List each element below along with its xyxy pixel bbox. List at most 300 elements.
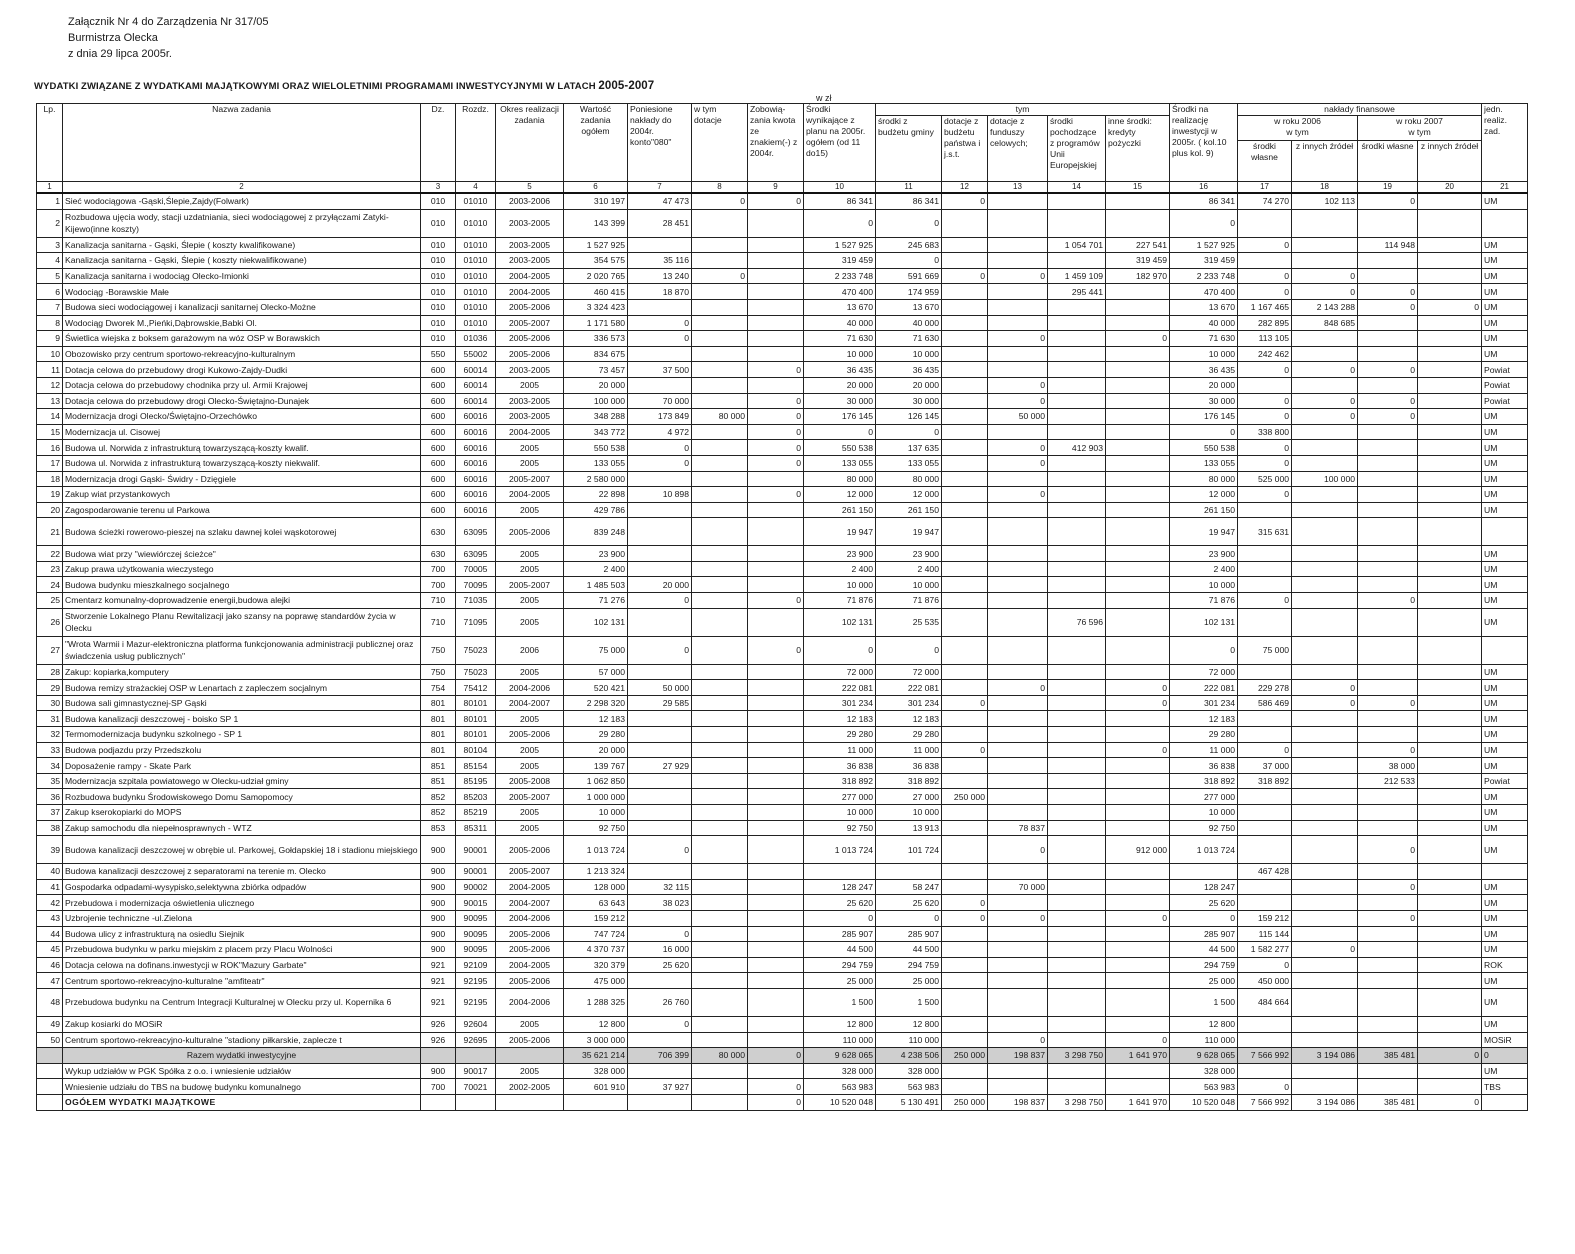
table-cell: 01010 (456, 299, 496, 315)
table-cell (1238, 608, 1292, 636)
table-cell: UM (1482, 727, 1528, 743)
table-row (37, 577, 1528, 593)
table-cell: 60016 (456, 424, 496, 440)
table-cell: UM (1482, 942, 1528, 958)
table-cell (942, 593, 988, 609)
table-cell (1048, 1079, 1106, 1095)
table-cell (1358, 942, 1418, 958)
table-cell: 2003-2005 (496, 209, 564, 237)
col-group-naklady: nakłady finansowe (1238, 104, 1482, 116)
table-cell (692, 577, 748, 593)
table-cell: Kanalizacja sanitarna - Gąski, Ślepie ( koszty niekwalifikowane) (63, 253, 421, 269)
table-cell: 1 167 465 (1238, 299, 1292, 315)
table-cell: 550 538 (564, 440, 628, 456)
table-cell (988, 424, 1048, 440)
table-cell (942, 346, 988, 362)
table-cell (692, 561, 748, 577)
table-cell (942, 424, 988, 440)
table-cell: 295 441 (1048, 284, 1106, 300)
table-cell: 2005-2007 (496, 864, 564, 880)
col-2006-inne: z innych źródeł (1292, 141, 1358, 182)
table-cell: 25 000 (804, 973, 876, 989)
column-number: 4 (456, 182, 496, 194)
w-roku-label: w roku (1274, 116, 1300, 126)
table-cell: 0 (748, 1048, 804, 1064)
table-cell (692, 424, 748, 440)
table-cell (942, 299, 988, 315)
table-cell (942, 1016, 988, 1032)
table-cell: 36 838 (1170, 758, 1238, 774)
table-cell (1238, 727, 1292, 743)
table-cell: 85219 (456, 805, 496, 821)
table-cell: 0 (1358, 393, 1418, 409)
table-cell (1418, 608, 1482, 636)
table-cell: 0 (692, 193, 748, 209)
table-cell: 0 (804, 910, 876, 926)
table-cell (1048, 315, 1106, 331)
table-cell (1048, 836, 1106, 864)
table-cell: 2005-2006 (496, 518, 564, 546)
table-cell (1238, 209, 1292, 237)
table-cell: 20 000 (564, 742, 628, 758)
table-cell (1106, 864, 1170, 880)
table-cell: 0 (988, 377, 1048, 393)
table-cell: 34 (37, 758, 63, 774)
table-cell: 100 000 (564, 393, 628, 409)
table-cell (988, 742, 1048, 758)
table-cell: 63095 (456, 546, 496, 562)
table-cell: 2003-2005 (496, 393, 564, 409)
column-number: 8 (692, 182, 748, 194)
table-cell: 47 (37, 973, 63, 989)
table-row (37, 253, 1528, 269)
table-cell: 2003-2005 (496, 237, 564, 253)
table-cell (988, 711, 1048, 727)
table-cell (692, 455, 748, 471)
table-cell: 0 (942, 695, 988, 711)
table-cell: UM (1482, 502, 1528, 518)
table-cell: 01010 (456, 315, 496, 331)
table-cell (628, 973, 692, 989)
table-cell (1048, 409, 1106, 425)
table-cell (692, 237, 748, 253)
table-cell: UM (1482, 424, 1528, 440)
table-cell: 25 620 (1170, 895, 1238, 911)
table-cell: UM (1482, 284, 1528, 300)
table-cell: 27 (37, 636, 63, 664)
table-cell: 159 212 (564, 910, 628, 926)
table-cell: 5 (37, 268, 63, 284)
table-cell (1418, 680, 1482, 696)
table-cell: 0 (804, 209, 876, 237)
table-cell: 30 000 (876, 393, 942, 409)
table-cell: UM (1482, 409, 1528, 425)
table-cell (1106, 546, 1170, 562)
table-cell: 85311 (456, 820, 496, 836)
table-cell: 912 000 (1106, 836, 1170, 864)
table-cell: 60014 (456, 377, 496, 393)
table-cell: 72 000 (804, 664, 876, 680)
table-cell (1106, 895, 1170, 911)
table-cell (1048, 362, 1106, 378)
table-cell: 35 621 214 (564, 1048, 628, 1064)
table-cell: UM (1482, 193, 1528, 209)
table-cell: 20 000 (876, 377, 942, 393)
table-cell (1358, 1016, 1418, 1032)
table-cell: 0 (1170, 424, 1238, 440)
table-cell: Wodociąg -Borawskie Małe (63, 284, 421, 300)
table-cell (1048, 742, 1106, 758)
table-cell: 600 (421, 455, 456, 471)
table-cell (628, 773, 692, 789)
table-cell (1292, 1032, 1358, 1048)
table-row (37, 805, 1528, 821)
table-cell: 37 500 (628, 362, 692, 378)
column-number: 2 (63, 182, 421, 194)
table-cell: 20 000 (564, 377, 628, 393)
table-cell (1106, 820, 1170, 836)
table-cell (1418, 742, 1482, 758)
table-cell: Budowa sieci wodociągowej i kanalizacji sanitarnej Olecko-Możne (63, 299, 421, 315)
table-cell: 80 000 (804, 471, 876, 487)
col-group-2007 (1358, 116, 1482, 141)
table-cell: 2004-2005 (496, 284, 564, 300)
table-cell: 294 759 (804, 957, 876, 973)
table-cell: Budowa wiat przy "wiewiórczej ścieżce" (63, 546, 421, 562)
table-cell: 0 (1418, 299, 1482, 315)
table-cell (692, 331, 748, 347)
table-cell: 0 (748, 487, 804, 503)
table-cell (1292, 608, 1358, 636)
table-cell: 0 (988, 836, 1048, 864)
table-row (37, 820, 1528, 836)
table-cell: 318 892 (1238, 773, 1292, 789)
table-cell: 20 000 (804, 377, 876, 393)
table-cell: 60016 (456, 487, 496, 503)
table-row (37, 409, 1528, 425)
table-cell: 0 (748, 409, 804, 425)
table-cell: 115 144 (1238, 926, 1292, 942)
table-cell (748, 561, 804, 577)
table-cell: 550 538 (1170, 440, 1238, 456)
table-cell (988, 608, 1048, 636)
table-cell: Wykup udziałów w PGK Spółka z o.o. i wniesienie udziałów (63, 1063, 421, 1079)
column-number: 20 (1418, 182, 1482, 194)
table-cell (942, 471, 988, 487)
table-row (37, 237, 1528, 253)
table-cell: 900 (421, 926, 456, 942)
table-cell: 1 582 277 (1238, 942, 1292, 958)
table-cell: 75 000 (564, 636, 628, 664)
table-cell: 29 280 (804, 727, 876, 743)
table-cell (1358, 471, 1418, 487)
table-cell: UM (1482, 561, 1528, 577)
table-cell: 173 849 (628, 409, 692, 425)
table-cell (1048, 393, 1106, 409)
table-cell: Modernizacja drogi Gąski- Świdry - Dzięgiele (63, 471, 421, 487)
table-cell (942, 209, 988, 237)
table-cell (1292, 727, 1358, 743)
column-number: 10 (804, 182, 876, 194)
table-cell (1106, 957, 1170, 973)
table-cell (1418, 1063, 1482, 1079)
table-cell: 851 (421, 773, 456, 789)
table-cell: 2004-2007 (496, 895, 564, 911)
col-2007-inne: z innych źródeł (1418, 141, 1482, 182)
table-cell: 010 (421, 268, 456, 284)
table-cell (1048, 1032, 1106, 1048)
table-cell: 71095 (456, 608, 496, 636)
table-cell: Kanalizacja sanitarna - Gąski, Ślepie ( koszty kwalifikowane) (63, 237, 421, 253)
table-cell (628, 910, 692, 926)
table-cell: 0 (748, 1079, 804, 1095)
table-cell (1048, 577, 1106, 593)
table-cell (942, 805, 988, 821)
table-cell: 926 (421, 1016, 456, 1032)
table-cell (692, 820, 748, 836)
table-cell: 1 641 970 (1106, 1094, 1170, 1110)
table-cell (748, 758, 804, 774)
table-row (37, 440, 1528, 456)
table-cell: 60016 (456, 409, 496, 425)
table-cell: 0 (628, 455, 692, 471)
table-cell: Budowa ul. Norwida z infrastrukturą towarzyszącą-koszty niekwalif. (63, 455, 421, 471)
table-cell: 0 (1238, 487, 1292, 503)
table-cell (628, 561, 692, 577)
table-cell: Powiat (1482, 773, 1528, 789)
table-cell (1292, 836, 1358, 864)
col-inne-srodki: inne środki: kredyty pożyczki (1106, 116, 1170, 182)
col-w-tym-dotacje: w tym dotacje (692, 104, 748, 182)
table-cell: UM (1482, 836, 1528, 864)
table-cell (1418, 331, 1482, 347)
table-cell: 70021 (456, 1079, 496, 1095)
w-tym-label: w tym (1286, 127, 1309, 137)
table-cell: 010 (421, 237, 456, 253)
table-row (37, 593, 1528, 609)
table-cell: 0 (1358, 362, 1418, 378)
table-cell (1418, 487, 1482, 503)
table-cell (1358, 820, 1418, 836)
table-cell (692, 957, 748, 973)
table-cell: 450 000 (1238, 973, 1292, 989)
table-cell: 2005-2006 (496, 727, 564, 743)
table-cell: 0 (1238, 409, 1292, 425)
table-cell (748, 577, 804, 593)
table-cell: 2005-2006 (496, 299, 564, 315)
table-cell (988, 973, 1048, 989)
table-cell: 10 000 (876, 577, 942, 593)
table-cell: 563 983 (876, 1079, 942, 1095)
table-cell: 921 (421, 973, 456, 989)
table-cell (748, 836, 804, 864)
table-cell (692, 299, 748, 315)
table-cell (421, 1094, 456, 1110)
table-cell: 318 892 (876, 773, 942, 789)
table-cell: Rozbudowa budynku Środowiskowego Domu Samopomocy (63, 789, 421, 805)
table-cell: 36 (37, 789, 63, 805)
table-cell: UM (1482, 471, 1528, 487)
table-cell (748, 471, 804, 487)
table-cell (1106, 502, 1170, 518)
table-cell: 12 183 (564, 711, 628, 727)
col-poniesione: Poniesione nakłady do 2004r. konto"080" (628, 104, 692, 182)
table-cell: 0 (748, 362, 804, 378)
table-cell (1358, 636, 1418, 664)
table-cell: 0 (1418, 1048, 1482, 1064)
table-cell (1048, 973, 1106, 989)
table-cell (1106, 664, 1170, 680)
table-cell: Wniesienie udziału do TBS na budowę budynku komunalnego (63, 1079, 421, 1095)
table-cell: 285 907 (876, 926, 942, 942)
table-cell: 310 197 (564, 193, 628, 209)
table-body (37, 193, 1528, 1110)
table-cell: 222 081 (1170, 680, 1238, 696)
table-cell: 710 (421, 608, 456, 636)
table-cell: Modernizacja ul. Cisowej (63, 424, 421, 440)
table-cell: 12 800 (804, 1016, 876, 1032)
column-number: 3 (421, 182, 456, 194)
table-cell (1048, 636, 1106, 664)
table-cell: 0 (804, 424, 876, 440)
table-cell: 2 233 748 (1170, 268, 1238, 284)
table-cell (1048, 193, 1106, 209)
table-cell: 0 (1358, 836, 1418, 864)
table-cell: 385 481 (1358, 1094, 1418, 1110)
table-cell (1238, 805, 1292, 821)
table-cell: 591 669 (876, 268, 942, 284)
table-cell (748, 926, 804, 942)
table-cell: 37 927 (628, 1079, 692, 1095)
table-cell (692, 742, 748, 758)
table-cell (748, 773, 804, 789)
table-cell (1170, 864, 1238, 880)
table-cell (748, 910, 804, 926)
table-cell: 110 000 (1170, 1032, 1238, 1048)
table-cell: 0 (1292, 942, 1358, 958)
table-row (37, 926, 1528, 942)
table-cell (1418, 193, 1482, 209)
table-cell: 0 (628, 315, 692, 331)
table-cell (748, 1063, 804, 1079)
column-number: 1 (37, 182, 63, 194)
table-cell: 13 (37, 393, 63, 409)
table-cell: 900 (421, 910, 456, 926)
table-row (37, 942, 1528, 958)
table-cell: 60016 (456, 502, 496, 518)
table-cell: 38 (37, 820, 63, 836)
table-cell (988, 518, 1048, 546)
table-cell (1106, 561, 1170, 577)
table-cell: 0 (1358, 409, 1418, 425)
table-cell (692, 636, 748, 664)
table-cell: UM (1482, 680, 1528, 696)
col-name: Nazwa zadania (63, 104, 421, 182)
col-okres: Okres realizacji zadania (496, 104, 564, 182)
table-cell: Zakup wiat przystankowych (63, 487, 421, 503)
table-cell: 110 000 (876, 1032, 942, 1048)
grand-total-row (37, 1094, 1528, 1110)
table-cell (1418, 1016, 1482, 1032)
table-cell: 25 535 (876, 608, 942, 636)
table-cell (1106, 424, 1170, 440)
table-row (37, 362, 1528, 378)
table-cell: 2005-2007 (496, 471, 564, 487)
table-cell: 600 (421, 440, 456, 456)
table-cell: 92195 (456, 973, 496, 989)
table-cell (1358, 268, 1418, 284)
table-cell: 0 (748, 636, 804, 664)
table-cell (1418, 988, 1482, 1016)
table-cell (1358, 346, 1418, 362)
table-cell (628, 1063, 692, 1079)
table-cell (1358, 377, 1418, 393)
table-cell: 0 (1358, 910, 1418, 926)
table-cell: 2 (37, 209, 63, 237)
table-cell: 12 800 (876, 1016, 942, 1032)
table-cell (942, 237, 988, 253)
table-cell: 72 000 (1170, 664, 1238, 680)
table-cell (692, 1094, 748, 1110)
table-cell (692, 487, 748, 503)
table-cell (748, 864, 804, 880)
table-cell: 520 421 (564, 680, 628, 696)
table-cell: 143 399 (564, 209, 628, 237)
column-number: 18 (1292, 182, 1358, 194)
table-cell (1106, 284, 1170, 300)
table-cell: 71 630 (876, 331, 942, 347)
table-cell (988, 805, 1048, 821)
table-cell (748, 502, 804, 518)
table-cell: 801 (421, 727, 456, 743)
table-cell (942, 284, 988, 300)
table-cell: 0 (1170, 910, 1238, 926)
table-cell: 92 750 (564, 820, 628, 836)
table-cell: 600 (421, 487, 456, 503)
table-cell: 2 400 (564, 561, 628, 577)
table-cell (692, 988, 748, 1016)
table-cell: 0 (988, 331, 1048, 347)
table-cell (748, 879, 804, 895)
table-cell (1358, 424, 1418, 440)
table-cell: 2 298 320 (564, 695, 628, 711)
table-row (37, 711, 1528, 727)
table-cell: Zakup prawa użytkowania wieczystego (63, 561, 421, 577)
table-cell: 285 907 (1170, 926, 1238, 942)
table-cell (1292, 1016, 1358, 1032)
table-cell (692, 209, 748, 237)
table-cell (692, 758, 748, 774)
table-cell (1292, 487, 1358, 503)
table-cell (692, 926, 748, 942)
table-cell (988, 471, 1048, 487)
table-row (37, 636, 1528, 664)
table-cell (1418, 636, 1482, 664)
table-cell: 70095 (456, 577, 496, 593)
table-cell: 80 000 (876, 471, 942, 487)
table-cell (1358, 864, 1418, 880)
table-cell: 0 (942, 895, 988, 911)
table-cell: Powiat (1482, 377, 1528, 393)
table-cell: 285 907 (804, 926, 876, 942)
table-cell: 90015 (456, 895, 496, 911)
column-number: 19 (1358, 182, 1418, 194)
table-cell (1418, 926, 1482, 942)
table-cell (988, 593, 1048, 609)
table-cell: 601 910 (564, 1079, 628, 1095)
table-cell (1292, 789, 1358, 805)
table-cell: 12 800 (1170, 1016, 1238, 1032)
